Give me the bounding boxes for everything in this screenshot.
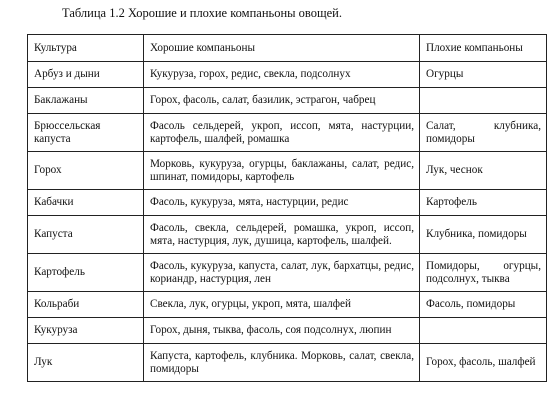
companions-table bbox=[27, 34, 547, 382]
bad-companions-cell: Салат, клубника, помидоры bbox=[420, 114, 547, 152]
table-row bbox=[28, 114, 547, 152]
good-companions-cell: Фасоль, свекла, сельдерей, ромашка, укроп, иссоп, мята, настурция, лук, душица, картофель, шалфей. bbox=[144, 216, 420, 254]
good-companions-cell: Кукуруза, горох, редис, свекла, подсолнух bbox=[144, 62, 420, 88]
good-companions-cell: Горох, фасоль, салат, базилик, эстрагон, чабрец bbox=[144, 88, 420, 114]
culture-cell: Арбуз и дыни bbox=[28, 62, 144, 88]
table-row bbox=[28, 88, 547, 114]
header-good-companions: Хорошие компаньоны bbox=[144, 35, 420, 62]
good-companions-cell: Свекла, лук, огурцы, укроп, мята, шалфей bbox=[144, 292, 420, 318]
table-row bbox=[28, 254, 547, 292]
table-row bbox=[28, 62, 547, 88]
table-row bbox=[28, 344, 547, 382]
good-companions-cell: Фасоль, кукуруза, мята, настурции, редис bbox=[144, 190, 420, 216]
table-row bbox=[28, 318, 547, 344]
culture-cell: Капуста bbox=[28, 216, 144, 254]
bad-companions-cell: Картофель bbox=[420, 190, 547, 216]
culture-cell: Кукуруза bbox=[28, 318, 144, 344]
good-companions-cell: Фасоль, кукуруза, капуста, салат, лук, бархатцы, редис, кориандр, настурция, лен bbox=[144, 254, 420, 292]
culture-cell: Брюссельская капуста bbox=[28, 114, 144, 152]
table-row bbox=[28, 152, 547, 190]
culture-cell: Кабачки bbox=[28, 190, 144, 216]
table-row bbox=[28, 190, 547, 216]
table-row bbox=[28, 216, 547, 254]
table-caption: Таблица 1.2 Хорошие и плохие компаньоны овощей. bbox=[62, 6, 342, 20]
table-row bbox=[28, 292, 547, 318]
header-bad-companions: Плохие компаньоны bbox=[420, 35, 547, 62]
header-culture: Культура bbox=[28, 35, 144, 62]
bad-companions-cell: Огурцы bbox=[420, 62, 547, 88]
bad-companions-cell bbox=[420, 318, 547, 344]
culture-cell: Горох bbox=[28, 152, 144, 190]
bad-companions-cell: Помидоры, огурцы, подсолнух, тыква bbox=[420, 254, 547, 292]
bad-companions-cell: Клубника, помидоры bbox=[420, 216, 547, 254]
culture-cell: Лук bbox=[28, 344, 144, 382]
good-companions-cell: Фасоль сельдерей, укроп, иссоп, мята, настурции, картофель, шалфей, ромашка bbox=[144, 114, 420, 152]
bad-companions-cell bbox=[420, 88, 547, 114]
culture-cell: Картофель bbox=[28, 254, 144, 292]
culture-cell: Баклажаны bbox=[28, 88, 144, 114]
bad-companions-cell: Фасоль, помидоры bbox=[420, 292, 547, 318]
good-companions-cell: Капуста, картофель, клубника. Морковь, салат, свекла, помидоры bbox=[144, 344, 420, 382]
table-header-row bbox=[28, 35, 547, 62]
bad-companions-cell: Горох, фасоль, шалфей bbox=[420, 344, 547, 382]
bad-companions-cell: Лук, чеснок bbox=[420, 152, 547, 190]
good-companions-cell: Морковь, кукуруза, огурцы, баклажаны, салат, редис, шпинат, помидоры, картофель bbox=[144, 152, 420, 190]
culture-cell: Кольраби bbox=[28, 292, 144, 318]
good-companions-cell: Горох, дыня, тыква, фасоль, соя подсолнух, люпин bbox=[144, 318, 420, 344]
